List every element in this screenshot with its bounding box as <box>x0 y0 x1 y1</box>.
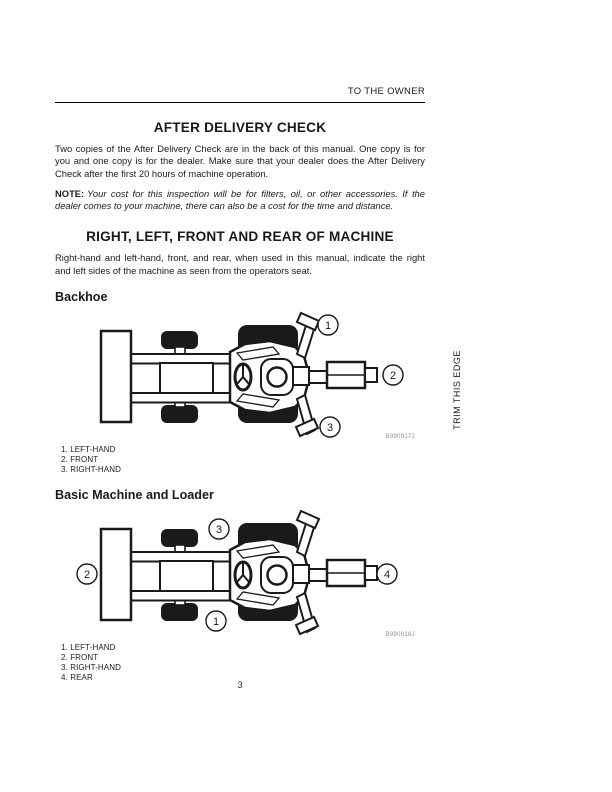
callout-label-2: 2 <box>389 369 397 382</box>
figure-code-basic-machine: B990918J <box>385 632 415 639</box>
running-header-label: TO THE OWNER <box>347 86 425 97</box>
running-header <box>55 86 425 103</box>
section-title-after-delivery-check: AFTER DELIVERY CHECK <box>153 120 327 135</box>
callout-label-3: 3 <box>215 523 223 536</box>
legend-item: 1. LEFT-HAND <box>61 445 116 455</box>
note-text: Your cost for this inspection will be for filters, oil, or other accessories. If the dealer comes to your machine, there can also be a cost for the time and distance. <box>55 187 425 212</box>
legend-item: 4. REAR <box>61 673 93 683</box>
page-content <box>55 86 425 683</box>
subsection-title-basic-machine: Basic Machine and Loader <box>55 488 214 503</box>
subsection-title-backhoe: Backhoe <box>55 290 108 305</box>
callout-label-1: 1 <box>324 319 332 332</box>
callout-label-3: 3 <box>326 421 334 434</box>
figure-basic-machine <box>75 503 417 643</box>
legend-item: 3. RIGHT-HAND <box>61 663 121 673</box>
callout-label-1: 1 <box>212 615 220 628</box>
basic-machine-top-view-illustration <box>75 503 417 643</box>
legend-item: 2. FRONT <box>61 455 99 465</box>
legend-item: 1. LEFT-HAND <box>61 643 116 653</box>
figure-code-backhoe: B990917J <box>385 434 415 441</box>
figure-backhoe <box>75 305 417 445</box>
section-title-orientation: RIGHT, LEFT, FRONT AND REAR OF MACHINE <box>86 229 394 245</box>
legend-item: 2. FRONT <box>61 653 99 663</box>
note-paragraph <box>55 188 425 213</box>
orientation-paragraph: Right-hand and left-hand, front, and rear, when used in this manual, indicate the right and left sides of the machine as seen from the operators seat. <box>55 252 425 276</box>
callout-label-2: 2 <box>83 568 91 581</box>
legend-basic-machine <box>61 643 425 683</box>
page-number: 3 <box>237 680 243 691</box>
callout-label-4: 4 <box>383 568 391 581</box>
after-delivery-paragraph: Two copies of the After Delivery Check are in the back of this manual. One copy is for you and one copy is for the dealer. Make sure that your dealer does the After Delivery Check after the first 20 hours of machine operation. <box>55 143 425 179</box>
trim-this-edge-label: TRIM THIS EDGE <box>452 350 462 430</box>
note-label: NOTE: <box>55 187 85 199</box>
legend-backhoe <box>61 445 425 475</box>
legend-item: 3. RIGHT-HAND <box>61 465 121 475</box>
backhoe-top-view-illustration <box>75 305 417 445</box>
